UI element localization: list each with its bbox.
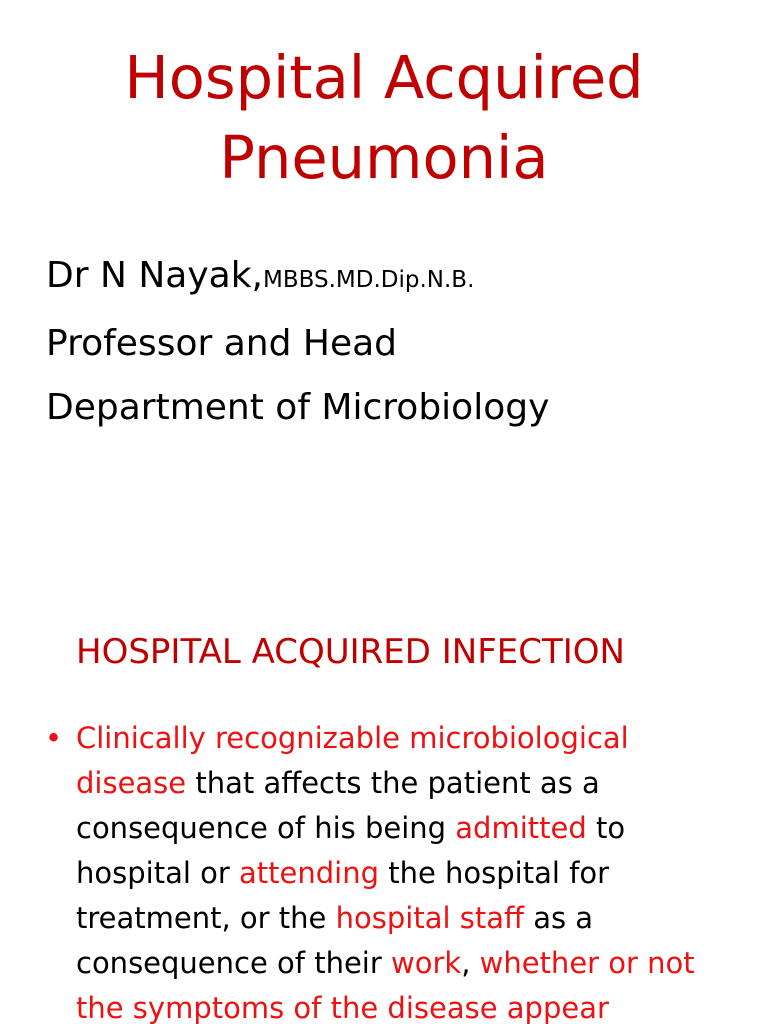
bullet-icon: • — [45, 721, 63, 755]
title-line-2: Pneumonia — [219, 123, 549, 192]
body-text: the hospital for treatment, or the — [76, 856, 610, 935]
section-heading: HOSPITAL ACQUIRED INFECTION — [76, 632, 625, 672]
bullet-paragraph — [45, 716, 716, 1024]
author-name: Dr N Nayak, — [46, 255, 263, 296]
author-position: Professor and Head — [46, 323, 398, 364]
body-text: that affects the patient as a consequence of his being — [76, 766, 600, 845]
author-block — [46, 244, 549, 440]
body-text: to hospital or — [76, 811, 626, 890]
slide-title — [0, 38, 768, 198]
highlighted-text: work — [391, 946, 462, 980]
highlighted-text: whether or not the symptoms of the disease appear — [76, 946, 695, 1024]
title-line-1: Hospital Acquired — [124, 43, 644, 112]
author-department: Department of Microbiology — [46, 387, 550, 428]
highlighted-text: Clinically recognizable microbiological disease — [76, 721, 629, 800]
highlighted-text: admitted — [455, 811, 587, 845]
body-text: , — [461, 946, 480, 980]
body-text: as a consequence of their — [76, 901, 594, 980]
highlighted-text: hospital staff — [335, 901, 524, 935]
author-degrees: MBBS.MD.Dip.N.B. — [262, 267, 475, 293]
highlighted-text: attending — [239, 856, 379, 890]
author-line — [46, 244, 549, 312]
